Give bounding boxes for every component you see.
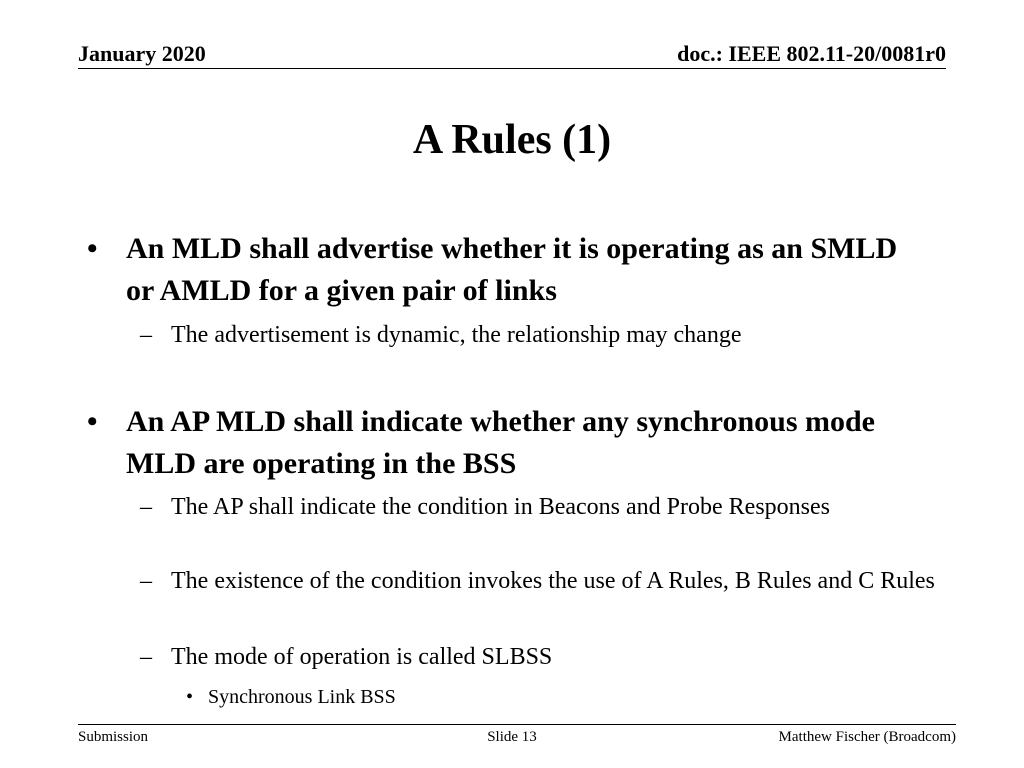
sub-bullet-text: The existence of the condition invokes the use of A Rules, B Rules and C Rules — [171, 568, 935, 594]
bullet-text: An AP MLD shall indicate whether any synchronous mode MLD are operating in the BSS — [126, 405, 875, 480]
footer-rule — [78, 724, 956, 725]
slide-header-date: January 2020 — [78, 41, 206, 66]
sub-bullet-text: The AP shall indicate the condition in Beacons and Probe Responses — [171, 494, 830, 520]
dash-marker: – — [140, 322, 152, 348]
bullet-marker: • — [87, 405, 98, 438]
footer-submission: Submission — [78, 729, 149, 745]
dash-marker: – — [140, 644, 152, 670]
footer-slide-number: Slide 13 — [487, 729, 537, 745]
sub-sub-bullet-marker: • — [186, 686, 194, 708]
slide-header-doc-id: doc.: IEEE 802.11-20/0081r0 — [677, 41, 946, 66]
bullet-marker: • — [87, 232, 98, 265]
sub-bullet-text: The mode of operation is called SLBSS — [171, 644, 553, 670]
dash-marker: – — [140, 494, 152, 520]
dash-marker: – — [140, 568, 152, 594]
slide-title: A Rules (1) — [412, 117, 612, 163]
header-rule — [78, 68, 946, 69]
sub-sub-bullet-text: Synchronous Link BSS — [208, 686, 396, 708]
bullet-text: An MLD shall advertise whether it is operating as an SMLD or AMLD for a given pair of links — [126, 232, 898, 307]
footer-author: Matthew Fischer (Broadcom) — [778, 729, 956, 745]
sub-bullet-text: The advertisement is dynamic, the relationship may change — [171, 322, 742, 348]
